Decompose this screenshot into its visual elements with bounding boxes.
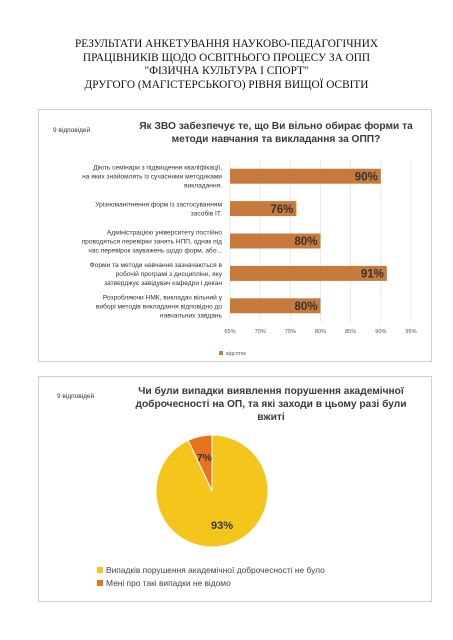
bar-chart xyxy=(39,110,431,361)
header-line-1: РЕЗУЛЬТАТИ АНКЕТУВАННЯ НАУКОВО-ПЕДАГОГІЧНИХ xyxy=(74,38,379,50)
legend-label: відсоток xyxy=(226,351,246,357)
category-label: час перевірок зауважень щодо форм, або... xyxy=(88,247,222,255)
category-label: засобів ІТ. xyxy=(190,210,222,218)
legend-label: Випадків порушення академічної доброчесності не було xyxy=(106,565,325,575)
bar-data-label: 90% xyxy=(354,171,378,184)
bar-chart-title-line: методи навчання та викладання за ОПП? xyxy=(171,134,381,145)
category-label: затверджує завідувач кафедри і декан xyxy=(104,279,222,287)
pie-data-label: 93% xyxy=(210,520,234,532)
header-line-3: "ФІЗИЧНА КУЛЬТУРА І СПОРТ" xyxy=(144,65,309,78)
bar-data-label: 80% xyxy=(294,236,318,249)
category-label: Форми та методи навчання зазначаються в xyxy=(89,261,222,269)
pie-chart-card xyxy=(38,376,432,602)
responses-count: 9 відповідей xyxy=(57,393,95,400)
x-tick-label: 75% xyxy=(284,329,296,335)
bar-data-label: 91% xyxy=(360,268,384,281)
bar-data-label: 76% xyxy=(270,203,294,216)
pie-chart-title-line: Чи були випадки виявлення порушення академічної xyxy=(138,386,404,397)
x-tick-label: 65% xyxy=(224,329,236,335)
document-header xyxy=(20,38,433,92)
pie-chart-title-line: доброчесності на ОП, та які заходи в цьому разі були xyxy=(135,399,407,410)
category-label: Урізноманітнення форм із застосуванням xyxy=(95,201,222,209)
x-tick-label: 90% xyxy=(375,329,387,335)
pie-chart-title-line: вжиті xyxy=(257,412,285,423)
legend-label: Мені про такі випадки не відомо xyxy=(106,578,231,588)
pie-chart xyxy=(39,377,431,601)
category-label: виборі методів викладання відповідно до xyxy=(95,303,222,311)
legend-swatch xyxy=(219,351,223,355)
x-tick-label: 95% xyxy=(405,329,417,335)
header-line-4: ДРУГОГО (МАГІСТЕРСЬКОГО) РІВНЯ ВИЩОЇ ОСВІТИ xyxy=(84,78,369,91)
legend-swatch xyxy=(97,567,103,573)
category-label: робочій програмі з дисципліни, яку xyxy=(115,270,222,278)
responses-count: 9 відповідей xyxy=(53,127,91,134)
category-label: Розробляючи НМК, викладач вільний у xyxy=(102,294,222,302)
header-line-2: ПРАЦІВНИКІВ ЩОДО ОСВІТНЬОГО ПРОЦЕСУ ЗА ОПП xyxy=(82,51,371,64)
bar-data-label: 80% xyxy=(294,301,318,313)
category-label: проводяться перевірки занять НПП, однак під xyxy=(81,238,222,246)
category-label: на яких знайомлять із сучасними методиками xyxy=(82,173,222,181)
category-label: Діють семінари з підвищення кваліфікації, xyxy=(93,164,222,172)
category-label: викладання. xyxy=(184,182,222,190)
legend-swatch xyxy=(97,580,103,586)
x-tick-label: 80% xyxy=(314,329,327,335)
category-label: навчальних завдань xyxy=(159,312,222,320)
x-tick-label: 85% xyxy=(345,329,357,335)
x-tick-label: 70% xyxy=(254,329,266,335)
pie-data-label: 7% xyxy=(196,452,213,465)
bar-chart-card xyxy=(38,109,432,362)
category-label: Адміністрацією університету постійно xyxy=(106,229,222,237)
bar-chart-title-line: Як ЗВО забезпечує те, що Ви вільно обирає форми та xyxy=(139,121,413,132)
